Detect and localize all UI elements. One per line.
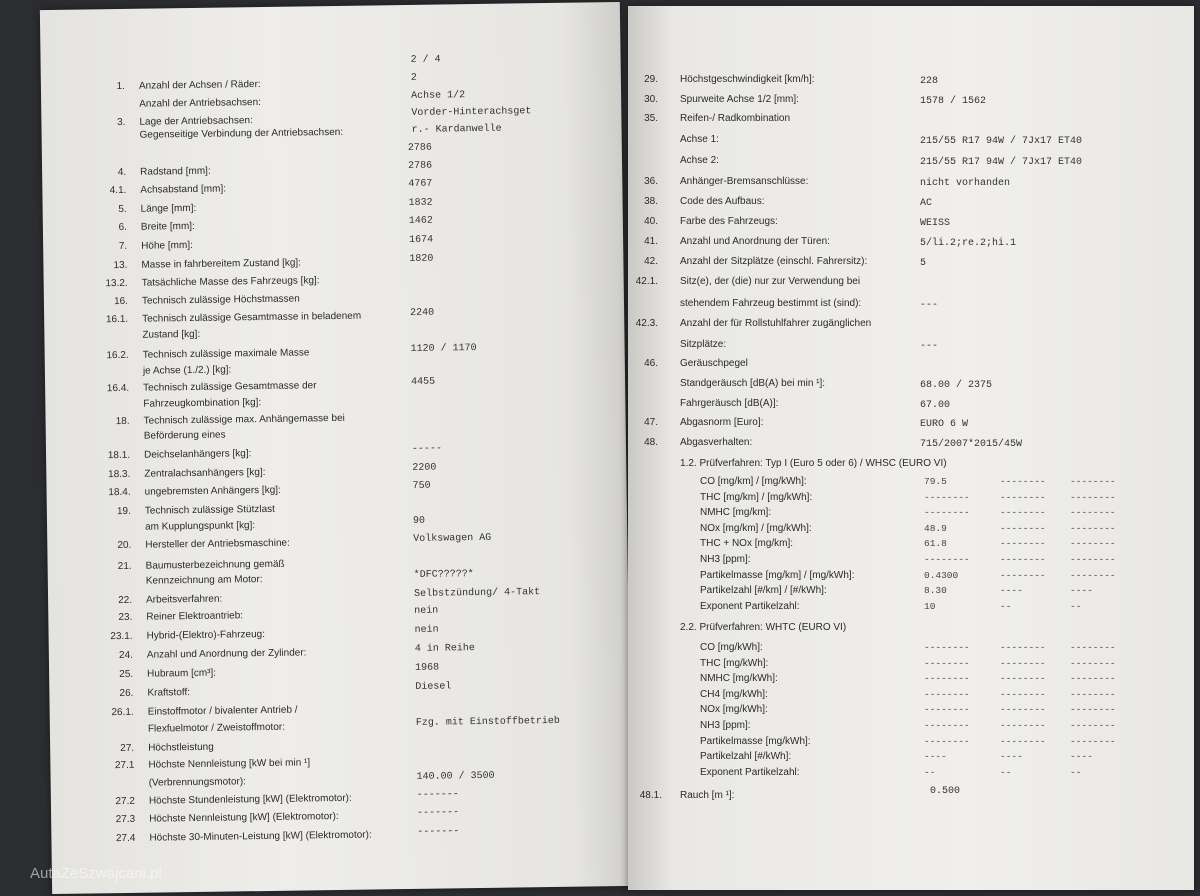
emission-value-3: -------- — [1070, 476, 1116, 487]
field-value: Fzg. mit Einstoffbetrieb — [415, 715, 560, 729]
field-row — [44, 289, 624, 308]
field-row — [42, 178, 622, 197]
field-label: Achse 1: — [680, 134, 719, 145]
emission-value-2: -------- — [1000, 476, 1046, 487]
field-number: 3. — [117, 116, 126, 129]
emission-value-2: -------- — [1000, 720, 1046, 731]
field-value: 140.00 / 3500 — [416, 770, 495, 783]
field-label: Achse 2: — [680, 155, 719, 166]
document-left-page — [40, 2, 632, 894]
field-value: 2786 — [407, 142, 432, 154]
emission-label: Partikelzahl [#/km] / [#/kWh]: — [700, 585, 827, 597]
field-label: Anzahl der Achsen / Räder: — [138, 79, 261, 92]
emission-value-3: -------- — [1070, 673, 1116, 685]
field-row — [47, 532, 627, 552]
field-label: Arbeitsverfahren: — [146, 593, 223, 606]
emission-label: Partikelmasse [mg/kWh]: — [700, 735, 811, 747]
field-number: 18.4. — [108, 486, 131, 499]
field-value: --- — [920, 341, 939, 352]
field-row — [41, 74, 621, 93]
field-number: 47. — [644, 417, 658, 428]
emission-value-1: ---- — [924, 751, 947, 763]
emission-label: THC [mg/kWh]: — [700, 657, 769, 669]
field-label: Technisch zulässige max. Anhängemasse bei — [143, 412, 345, 427]
field-row — [47, 515, 627, 533]
field-label: Farbe des Fahrzeugs: — [680, 216, 778, 227]
field-value: nicht vorhanden — [920, 178, 1011, 189]
emission-value-2: -------- — [1000, 538, 1046, 550]
emission-value-1: 10 — [924, 600, 936, 612]
field-label: (Verbrennungsmotor): — [148, 776, 247, 789]
header-value-position: Achse 1/2 — [411, 90, 466, 102]
field-row — [44, 271, 624, 290]
field-row — [43, 215, 623, 234]
field-label: Höchste Nennleistung [kW] (Elektromotor): — [149, 810, 339, 825]
field-row — [48, 569, 628, 587]
field-value: Diesel — [415, 681, 452, 693]
emission-label: Exponent Partikelzahl: — [700, 600, 800, 612]
field-number: 1. — [116, 80, 126, 93]
emission-value-2: -------- — [1000, 673, 1046, 685]
field-label: Technisch zulässige Stützlast — [144, 503, 276, 517]
emission-label: NOx [mg/km] / [mg/kWh]: — [700, 522, 812, 534]
emission-value-2: -------- — [1000, 522, 1046, 534]
emission-value-3: -------- — [1070, 642, 1116, 653]
field-row — [51, 826, 631, 845]
field-row — [43, 234, 623, 253]
field-row — [46, 462, 626, 481]
field-value: 0.500 — [930, 786, 961, 797]
emission-value-3: -- — [1070, 600, 1082, 612]
field-label: Hersteller der Antriebsmaschine: — [145, 537, 290, 551]
emission-label: NH3 [ppm]: — [700, 720, 751, 731]
field-row — [45, 343, 625, 362]
field-number: 13.2. — [105, 277, 128, 290]
field-value: 90 — [412, 515, 426, 527]
field-row — [51, 770, 631, 789]
emission-value-3: -------- — [1070, 704, 1116, 716]
emission-value-1: -------- — [924, 720, 970, 731]
emission-value-2: -------- — [1000, 569, 1046, 581]
field-number: 27.2 — [115, 795, 135, 808]
field-number: 41. — [644, 236, 658, 247]
section-whtc-title: 2.2. Prüfverfahren: WHTC (EURO VI) — [680, 622, 847, 633]
field-label: Geräuschpegel — [680, 358, 748, 369]
field-row — [48, 587, 628, 607]
field-row — [46, 409, 626, 428]
field-label: Höchste 30-Minuten-Leistung [kW] (Elektromotor): — [149, 829, 372, 844]
section-typ-1-title: 1.2. Prüfverfahren: Typ I (Euro 5 oder 6) / WHSC (EURO VI) — [680, 458, 947, 469]
emission-label: CH4 [mg/kWh]: — [700, 688, 768, 700]
field-number: 46. — [644, 358, 658, 369]
field-label: Fahrzeugkombination [kg]: — [143, 397, 262, 410]
field-row — [50, 753, 630, 772]
emission-value-1: -------- — [924, 657, 970, 669]
field-label: Technisch zulässige Höchstmassen — [141, 293, 300, 307]
field-label: Technisch zulässige Gesamtmasse in beladenem — [142, 310, 362, 325]
field-row — [47, 499, 627, 518]
emission-value-1: -------- — [924, 735, 970, 747]
emission-value-1: -- — [924, 766, 936, 778]
field-label: Reiner Elektroantrieb: — [146, 610, 244, 623]
field-value: 67.00 — [920, 400, 951, 411]
field-label: Höhe [mm]: — [141, 239, 193, 252]
field-row — [47, 480, 627, 499]
field-number: 20. — [117, 539, 132, 552]
field-value: 715/2007*2015/45W — [920, 439, 1023, 450]
field-number: 4. — [117, 166, 127, 179]
emission-value-3: -------- — [1070, 735, 1116, 747]
emission-value-3: -------- — [1070, 569, 1116, 581]
watermark: AutaZeSzwajcarii.pl — [30, 865, 162, 882]
emission-label: Partikelmasse [mg/km] / [mg/kWh]: — [700, 569, 855, 581]
field-row — [42, 160, 622, 179]
field-row — [49, 643, 629, 662]
emission-label: THC + NOx [mg/km]: — [700, 538, 794, 550]
field-label: Flexfuelmotor / Zweistoffmotor: — [147, 721, 286, 735]
field-value: Selbstzündung/ 4-Takt — [413, 587, 541, 600]
emission-label: CO [mg/kWh]: — [700, 642, 763, 653]
field-value: Volkswagen AG — [413, 532, 492, 545]
field-number: 16. — [113, 295, 129, 308]
emission-value-3: -------- — [1070, 491, 1116, 503]
field-row — [43, 253, 623, 272]
emission-value-2: -------- — [1000, 704, 1046, 716]
emission-value-2: -- — [1000, 766, 1012, 778]
field-label: Gegenseitige Verbindung der Antriebsachsen: — [139, 126, 344, 141]
field-row — [46, 424, 626, 442]
field-value: 1820 — [409, 253, 434, 265]
emission-value-1: -------- — [924, 554, 970, 565]
field-label: Beförderung eines — [143, 429, 226, 442]
emission-value-2: -------- — [1000, 554, 1046, 565]
emission-label: NMHC [mg/km]: — [700, 507, 772, 519]
emission-value-1: 0.4300 — [924, 569, 959, 581]
field-value: nein — [414, 624, 439, 636]
field-row — [41, 92, 621, 110]
field-label: Code des Aufbaus: — [680, 196, 765, 207]
field-number: 18.3. — [108, 468, 131, 481]
field-number: 13. — [113, 259, 128, 272]
field-label: Anzahl und Anordnung der Zylinder: — [146, 647, 307, 661]
field-label: Radstand [mm]: — [140, 165, 211, 178]
field-number: 4.1. — [109, 184, 127, 197]
field-value: 1832 — [408, 197, 433, 209]
field-number: 25. — [119, 668, 134, 681]
field-value: EURO 6 W — [920, 419, 969, 430]
field-number: 42.3. — [635, 318, 658, 329]
field-number: 16.1. — [105, 313, 129, 326]
emission-value-2: -- — [1000, 600, 1012, 612]
field-label: am Kupplungspunkt [kg]: — [145, 520, 256, 533]
field-number: 48.1. — [639, 790, 662, 801]
emission-value-3: -------- — [1070, 538, 1116, 550]
field-row — [49, 681, 629, 700]
field-label: Hybrid-(Elektro)-Fahrzeug: — [146, 629, 266, 642]
emission-label: NH3 [ppm]: — [700, 554, 751, 565]
field-number: 26.1. — [111, 706, 134, 719]
field-value: 4455 — [411, 376, 436, 388]
field-label: Einstoffmotor / bivalenter Antrieb / — [147, 704, 298, 718]
emission-value-2: -------- — [1000, 642, 1046, 653]
header-value-axles: 2 / 4 — [410, 54, 441, 66]
emission-value-3: -------- — [1070, 688, 1116, 700]
field-row — [50, 736, 630, 755]
field-value: --- — [920, 300, 939, 311]
field-number: 27.1 — [114, 759, 135, 772]
field-number: 40. — [644, 216, 658, 227]
field-row — [45, 392, 625, 410]
field-value: 1674 — [409, 234, 434, 246]
emission-value-3: ---- — [1070, 585, 1093, 597]
field-row — [41, 110, 621, 129]
field-number: 42. — [644, 256, 658, 267]
field-value: 228 — [920, 76, 939, 87]
field-value: AC — [920, 198, 933, 209]
field-value: 750 — [412, 480, 431, 492]
field-row — [51, 789, 631, 808]
field-label: je Achse (1./2.) [kg]: — [142, 364, 232, 377]
field-value: ------- — [417, 826, 460, 838]
document-right-page — [628, 6, 1194, 890]
field-number: 16.4. — [106, 382, 130, 395]
field-row — [43, 197, 623, 216]
emission-value-1: -------- — [924, 704, 970, 716]
field-number: 19. — [116, 505, 131, 518]
emission-label: Partikelzahl [#/kWh]: — [700, 751, 792, 763]
field-value: *DFC?????* — [413, 569, 474, 581]
emission-value-2: -------- — [1000, 657, 1046, 669]
field-label: Anzahl der Antriebsachsen: — [139, 97, 261, 110]
emission-value-1: 8.30 — [924, 585, 947, 597]
emission-value-3: -------- — [1070, 720, 1116, 731]
field-number: 16.2. — [106, 349, 129, 362]
field-label: Anzahl der für Rollstuhlfahrer zugänglichen — [680, 318, 872, 329]
field-number: 35. — [644, 113, 658, 124]
field-value: 4 in Reihe — [414, 643, 475, 655]
field-number: 36. — [644, 176, 658, 187]
field-number: 21. — [117, 560, 132, 573]
field-row — [50, 700, 630, 719]
field-label: Sitz(e), der (die) nur zur Verwendung bei — [680, 276, 861, 287]
field-label: Höchstgeschwindigkeit [km/h]: — [680, 74, 815, 85]
field-value: ----- — [411, 443, 443, 455]
field-number: 24. — [118, 649, 133, 662]
emission-value-3: -------- — [1070, 657, 1116, 669]
field-label: Zentralachsanhängers [kg]: — [144, 466, 266, 480]
emission-value-2: -------- — [1000, 735, 1046, 747]
emission-value-1: 79.5 — [924, 476, 947, 487]
field-value: 1578 / 1562 — [920, 96, 987, 107]
emission-value-1: 61.8 — [924, 538, 947, 550]
field-row — [49, 624, 629, 643]
field-number: 27. — [120, 742, 135, 755]
emission-value-1: -------- — [924, 688, 970, 700]
field-row — [42, 142, 622, 154]
field-value: ------- — [416, 789, 459, 801]
field-label: Abgasnorm [Euro]: — [680, 417, 764, 428]
field-row — [44, 323, 624, 341]
field-label: Kennzeichnung am Motor: — [145, 574, 263, 587]
emission-label: NMHC [mg/kWh]: — [700, 673, 778, 685]
field-label: Deichselanhängers [kg]: — [144, 448, 252, 461]
field-number: 29. — [644, 74, 658, 85]
field-label: Höchste Nennleistung [kW bei min ¹] — [148, 757, 311, 771]
field-value: 2200 — [412, 462, 437, 474]
field-row — [45, 376, 625, 395]
field-number: 48. — [644, 437, 658, 448]
field-value: 2240 — [410, 307, 435, 319]
field-value: WEISS — [920, 218, 951, 229]
field-row — [45, 359, 625, 377]
emission-label: CO [mg/km] / [mg/kWh]: — [700, 476, 807, 487]
field-label: Rauch [m ¹]: — [680, 790, 735, 801]
emission-label: Exponent Partikelzahl: — [700, 766, 800, 778]
field-value: nein — [414, 605, 439, 617]
field-value: 68.00 / 2375 — [920, 380, 993, 391]
emission-value-1: 48.9 — [924, 522, 947, 534]
field-number: 5. — [118, 203, 127, 216]
emission-value-3: -- — [1070, 766, 1082, 778]
field-label: Anzahl und Anordnung der Türen: — [680, 236, 830, 247]
field-value: 2786 — [407, 160, 433, 172]
emission-value-1: -------- — [924, 642, 970, 653]
field-label: Höchstleistung — [148, 741, 214, 754]
field-label: stehendem Fahrzeug bestimmt ist (sind): — [680, 298, 862, 309]
field-value: 1968 — [415, 662, 440, 674]
field-label: Kraftstoff: — [147, 687, 191, 699]
emission-value-1: -------- — [924, 507, 970, 519]
field-label: Fahrgeräusch [dB(A)]: — [680, 398, 779, 409]
field-label: Tatsächliche Masse des Fahrzeugs [kg]: — [141, 275, 320, 289]
field-row — [46, 443, 626, 462]
field-number: 18. — [115, 415, 130, 428]
field-number: 42.1. — [635, 276, 658, 287]
field-number: 38. — [644, 196, 658, 207]
field-number: 30. — [644, 94, 658, 105]
emission-value-3: -------- — [1070, 522, 1116, 534]
field-number: 7. — [118, 240, 128, 253]
emission-value-1: -------- — [924, 673, 970, 685]
field-label: Breite [mm]: — [140, 220, 195, 233]
emission-value-3: -------- — [1070, 554, 1116, 565]
field-row — [48, 605, 628, 624]
field-number: 27.4 — [115, 832, 136, 845]
header-value-driven: 2 — [410, 72, 417, 84]
emission-value-1: -------- — [924, 491, 970, 503]
field-number: 27.3 — [115, 813, 136, 826]
field-row — [50, 715, 630, 735]
emission-value-2: -------- — [1000, 507, 1046, 519]
emission-value-3: -------- — [1070, 507, 1116, 519]
field-number: 26. — [119, 687, 134, 700]
field-value: 215/55 R17 94W / 7Jx17 ET40 — [920, 136, 1083, 147]
field-label: Spurweite Achse 1/2 [mm]: — [680, 94, 799, 105]
field-row — [51, 807, 631, 826]
field-label: Hubraum [cm³]: — [147, 667, 217, 680]
field-row — [49, 662, 629, 681]
field-number: 18.1. — [107, 449, 131, 462]
field-number: 6. — [118, 221, 127, 234]
field-label: Lage der Antriebsachsen: — [139, 115, 253, 128]
field-row — [42, 123, 622, 141]
field-label: Zustand [kg]: — [142, 328, 201, 341]
field-value: ------- — [417, 807, 460, 819]
header-value-connection-2: r.- Kardanwelle — [411, 123, 502, 136]
field-number: 22. — [118, 594, 133, 607]
emission-label: NOx [mg/kWh]: — [700, 704, 768, 716]
field-label: Technisch zulässige maximale Masse — [142, 347, 310, 361]
field-label: Masse in fahrbereitem Zustand [kg]: — [141, 257, 302, 271]
field-value: 1462 — [408, 215, 433, 227]
emission-value-2: -------- — [1000, 491, 1046, 503]
header-value-connection-1: Vorder-Hinterachsget — [411, 106, 532, 119]
field-value: 1120 / 1170 — [410, 343, 477, 355]
field-value: 5/li.2;re.2;hi.1 — [920, 238, 1017, 249]
field-label: ungebremsten Anhängers [kg]: — [144, 484, 281, 498]
field-label: Anhänger-Bremsanschlüsse: — [680, 176, 809, 187]
field-label: Standgeräusch [dB(A) bei min ¹]: — [680, 378, 826, 389]
emission-value-3: ---- — [1070, 751, 1093, 763]
field-value: 5 — [920, 258, 927, 269]
field-label: Sitzplätze: — [680, 339, 727, 350]
field-label: Achsabstand [mm]: — [140, 183, 227, 196]
field-number: 23.1. — [110, 630, 133, 643]
field-row — [44, 307, 624, 326]
field-label: Höchste Stundenleistung [kW] (Elektromotor): — [148, 792, 352, 807]
emission-value-2: ---- — [1000, 751, 1023, 763]
field-row — [48, 554, 628, 573]
field-value: 4767 — [408, 178, 433, 190]
field-label: Abgasverhalten: — [680, 437, 753, 448]
field-value: 215/55 R17 94W / 7Jx17 ET40 — [920, 157, 1083, 168]
field-number: 23. — [118, 611, 133, 624]
emission-value-2: ---- — [1000, 585, 1023, 597]
emission-label: THC [mg/km] / [mg/kWh]: — [700, 491, 813, 503]
field-label: Anzahl der Sitzplätze (einschl. Fahrersitz): — [680, 256, 868, 267]
field-label: Länge [mm]: — [140, 202, 197, 215]
field-label: Reifen-/ Radkombination — [680, 113, 791, 124]
field-label: Baumusterbezeichnung gemäß — [145, 558, 285, 572]
field-label: Technisch zulässige Gesamtmasse der — [143, 380, 317, 394]
emission-value-2: -------- — [1000, 688, 1046, 700]
